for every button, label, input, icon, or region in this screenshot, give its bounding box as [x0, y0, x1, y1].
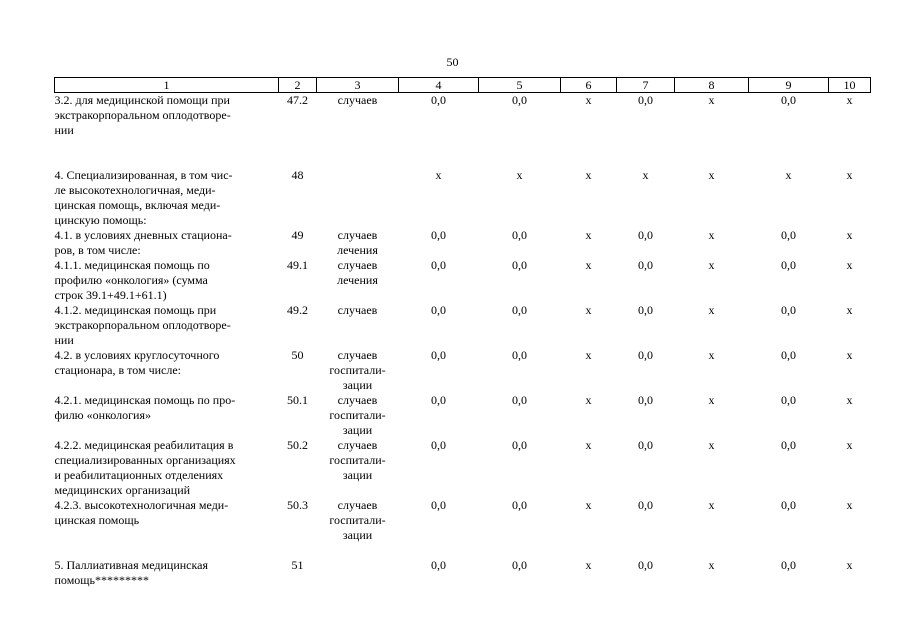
cell-c7: 0,0 — [638, 303, 653, 317]
cell-c9: x — [785, 168, 792, 182]
cell-c6: x — [585, 498, 592, 512]
spacer-row — [55, 153, 871, 168]
row-label-line: 4.1. в условиях дневных стациона- — [54, 228, 232, 242]
table-row — [55, 558, 871, 588]
cell-c7: 0,0 — [638, 438, 653, 452]
unit-line: случаев — [337, 93, 378, 107]
cell-c3 — [317, 348, 399, 393]
row-label-cell — [55, 93, 279, 139]
header-cell: 9 — [749, 78, 829, 93]
unit-line: случаев — [337, 258, 378, 272]
cell-c10: x — [846, 498, 853, 512]
row-label-line: нии — [54, 123, 74, 137]
cell-c7: 0,0 — [638, 258, 653, 272]
cell-c2: 50.1 — [287, 393, 308, 407]
header-cell: 1 — [55, 78, 279, 93]
cell-c3 — [317, 258, 399, 303]
row-label-line: 4.1.1. медицинская помощь по — [54, 258, 210, 272]
cell-c2: 49.1 — [287, 258, 308, 272]
cell-c5: 0,0 — [512, 348, 527, 362]
spacer-cell — [55, 543, 871, 558]
header-cell: 7 — [617, 78, 675, 93]
row-label-line: нии — [54, 333, 74, 347]
row-label-line: строк 39.1+49.1+61.1) — [54, 288, 167, 302]
row-label-line: 5. Паллиативная медицинская — [54, 558, 208, 572]
cell-c4: 0,0 — [431, 93, 446, 107]
cell-c8: x — [708, 258, 715, 272]
cell-c9: 0,0 — [781, 438, 796, 452]
header-cell: 6 — [561, 78, 617, 93]
cell-c7: 0,0 — [638, 393, 653, 407]
header-cell: 10 — [829, 78, 871, 93]
cell-c4: 0,0 — [431, 348, 446, 362]
header-cell: 4 — [399, 78, 479, 93]
table-row — [55, 438, 871, 498]
cell-c10: x — [846, 558, 853, 572]
cell-c9: 0,0 — [781, 258, 796, 272]
cell-c9: 0,0 — [781, 498, 796, 512]
row-label-line: ров, в том числе: — [54, 243, 141, 257]
cell-c2: 50 — [291, 348, 304, 362]
row-label-line: 4.1.2. медицинская помощь при — [54, 303, 217, 317]
table-row — [55, 348, 871, 393]
cell-c9: 0,0 — [781, 303, 796, 317]
cell-c5: 0,0 — [512, 303, 527, 317]
cell-c8: x — [708, 303, 715, 317]
cell-c10: x — [846, 93, 853, 107]
table-row — [55, 303, 871, 348]
cell-c7: 0,0 — [638, 498, 653, 512]
cell-c8: x — [708, 168, 715, 182]
cell-c5: 0,0 — [512, 558, 527, 572]
unit-line: госпитали- — [329, 408, 386, 422]
row-label-line: профилю «онкология» (сумма — [54, 273, 208, 287]
cell-c4: 0,0 — [431, 558, 446, 572]
cell-c4: 0,0 — [431, 498, 446, 512]
cell-c9: 0,0 — [781, 393, 796, 407]
row-label-line: 4.2.1. медицинская помощь по про- — [54, 393, 236, 407]
cell-c3 — [317, 168, 399, 228]
cell-c7: 0,0 — [638, 228, 653, 242]
cell-c7: 0,0 — [638, 348, 653, 362]
row-label-cell — [55, 303, 279, 348]
row-label-cell — [55, 393, 279, 438]
unit-line: случаев — [337, 498, 378, 512]
cell-c2: 51 — [291, 558, 304, 572]
cell-c6: x — [585, 228, 592, 242]
row-label-line: цинскую помощь: — [54, 213, 147, 227]
spacer-row — [55, 543, 871, 558]
cell-c8: x — [708, 393, 715, 407]
cell-c2: 49 — [291, 228, 304, 242]
cell-c2: 48 — [291, 168, 304, 182]
cell-c5: 0,0 — [512, 93, 527, 107]
cell-c3 — [317, 393, 399, 438]
cell-c10: x — [846, 348, 853, 362]
row-label-line: стационара, в том числе: — [54, 363, 182, 377]
cell-c8: x — [708, 228, 715, 242]
table-row — [55, 393, 871, 438]
header-cell: 3 — [317, 78, 399, 93]
header-cell: 8 — [675, 78, 749, 93]
spacer-row — [55, 138, 871, 153]
row-label-cell — [55, 498, 279, 543]
cell-c7: x — [642, 168, 649, 182]
cell-c8: x — [708, 438, 715, 452]
table-row — [55, 258, 871, 303]
cell-c3 — [317, 228, 399, 258]
table-row — [55, 168, 871, 228]
cell-c6: x — [585, 93, 592, 107]
row-label-line: ле высокотехнологичная, меди- — [54, 183, 216, 197]
data-table — [54, 77, 871, 588]
cell-c2: 47.2 — [287, 93, 308, 107]
cell-c6: x — [585, 303, 592, 317]
row-label-line: 4.2. в условиях круглосуточного — [54, 348, 220, 362]
cell-c9: 0,0 — [781, 93, 796, 107]
unit-line: госпитали- — [329, 363, 386, 377]
unit-line: случаев — [337, 393, 378, 407]
cell-c2: 50.2 — [287, 438, 308, 452]
unit-line: зации — [342, 378, 373, 392]
cell-c2: 50.3 — [287, 498, 308, 512]
cell-c6: x — [585, 258, 592, 272]
cell-c4: 0,0 — [431, 438, 446, 452]
row-label-cell — [55, 558, 279, 588]
unit-line: госпитали- — [329, 513, 386, 527]
cell-c4: 0,0 — [431, 228, 446, 242]
cell-c6: x — [585, 558, 592, 572]
row-label-cell — [55, 258, 279, 303]
cell-c4: 0,0 — [431, 303, 446, 317]
cell-c8: x — [708, 348, 715, 362]
unit-line: лечения — [337, 243, 378, 257]
unit-line: случаев — [337, 303, 378, 317]
unit-line: случаев — [337, 228, 378, 242]
table-row — [55, 93, 871, 139]
row-label-line: и реабилитационных отделениях — [54, 468, 224, 482]
row-label-line: цинская помощь, включая меди- — [54, 198, 221, 212]
row-label-line: 4.2.3. высокотехнологичная меди- — [54, 498, 229, 512]
row-label-line: медицинских организаций — [54, 483, 191, 497]
cell-c5: 0,0 — [512, 228, 527, 242]
cell-c8: x — [708, 498, 715, 512]
cell-c4: 0,0 — [431, 393, 446, 407]
unit-line: зации — [342, 468, 373, 482]
cell-c5: 0,0 — [512, 393, 527, 407]
unit-line: лечения — [337, 273, 378, 287]
header-cell: 5 — [479, 78, 561, 93]
row-label-line: экстракорпоральном оплодотворе- — [54, 318, 231, 332]
spacer-cell — [55, 138, 871, 153]
cell-c3 — [317, 303, 399, 348]
row-label-line: цинская помощь — [54, 513, 140, 527]
cell-c10: x — [846, 228, 853, 242]
cell-c4: x — [435, 168, 442, 182]
cell-c5: 0,0 — [512, 498, 527, 512]
cell-c4: 0,0 — [431, 258, 446, 272]
cell-c8: x — [708, 558, 715, 572]
row-label-line: помощь********* — [54, 573, 149, 587]
unit-line: случаев — [337, 348, 378, 362]
row-label-cell — [55, 348, 279, 393]
unit-line: случаев — [337, 438, 378, 452]
table-body — [55, 93, 871, 589]
cell-c5: x — [516, 168, 523, 182]
cell-c5: 0,0 — [512, 438, 527, 452]
unit-line: госпитали- — [329, 453, 386, 467]
row-label-line: 4.2.2. медицинская реабилитация в — [54, 438, 234, 452]
cell-c6: x — [585, 168, 592, 182]
cell-c10: x — [846, 258, 853, 272]
cell-c9: 0,0 — [781, 558, 796, 572]
unit-line: зации — [342, 528, 373, 542]
cell-c7: 0,0 — [638, 93, 653, 107]
cell-c9: 0,0 — [781, 348, 796, 362]
row-label-line: 4. Специализированная, в том чис- — [54, 168, 233, 182]
cell-c3 — [317, 498, 399, 543]
unit-line: зации — [342, 423, 373, 437]
cell-c6: x — [585, 438, 592, 452]
cell-c3 — [317, 558, 399, 588]
table-row — [55, 498, 871, 543]
row-label-line: 3.2. для медицинской помощи при — [54, 93, 230, 107]
cell-c7: 0,0 — [638, 558, 653, 572]
page-number: 50 — [446, 55, 459, 69]
table-row — [55, 228, 871, 258]
row-label-cell — [55, 228, 279, 258]
cell-c9: 0,0 — [781, 228, 796, 242]
cell-c10: x — [846, 438, 853, 452]
cell-c10: x — [846, 393, 853, 407]
cell-c3 — [317, 93, 399, 139]
spacer-cell — [55, 153, 871, 168]
header-cell: 2 — [279, 78, 317, 93]
cell-c10: x — [846, 168, 853, 182]
cell-c6: x — [585, 393, 592, 407]
row-label-cell — [55, 438, 279, 498]
cell-c3 — [317, 438, 399, 498]
cell-c6: x — [585, 348, 592, 362]
row-label-line: экстракорпоральном оплодотворе- — [54, 108, 231, 122]
cell-c2: 49.2 — [287, 303, 308, 317]
cell-c5: 0,0 — [512, 258, 527, 272]
row-label-line: филю «онкология» — [54, 408, 151, 422]
cell-c10: x — [846, 303, 853, 317]
row-label-cell — [55, 168, 279, 228]
header-row — [55, 78, 871, 93]
row-label-line: специализированных организациях — [54, 453, 236, 467]
cell-c8: x — [708, 93, 715, 107]
